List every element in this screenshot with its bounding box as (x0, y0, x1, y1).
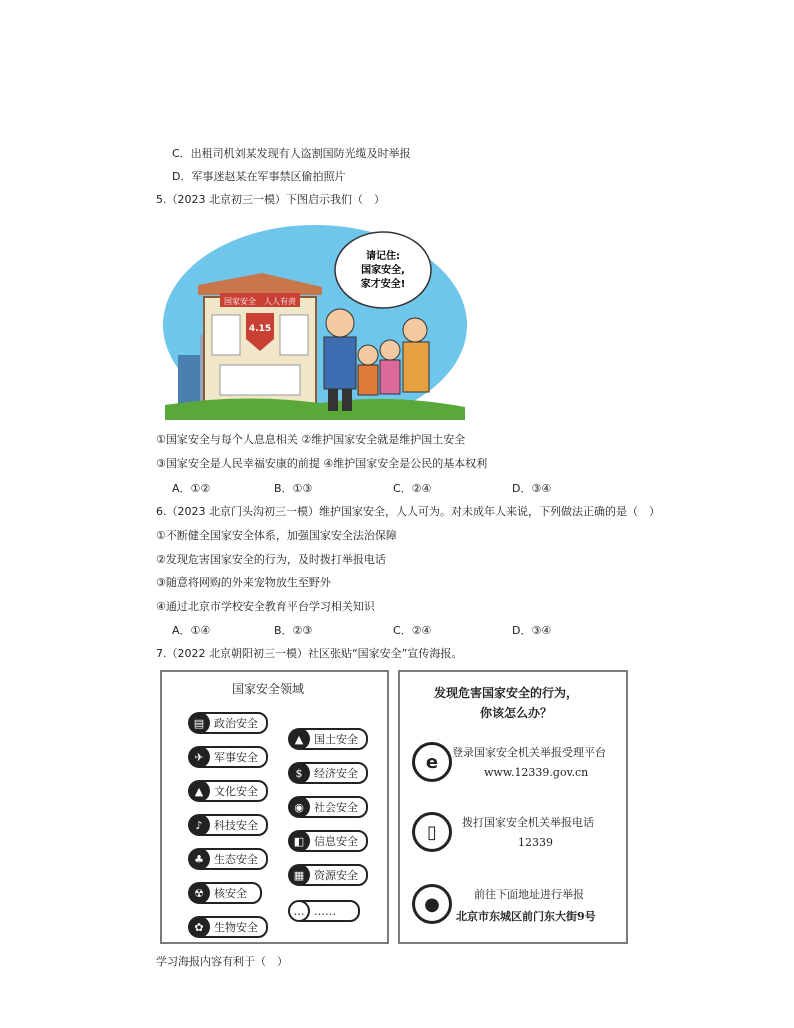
shield-icon: ◧ (288, 830, 310, 852)
q5-choice-a: A．①② (172, 482, 211, 495)
graduation-cap-icon: ▲ (188, 780, 210, 802)
q4-option-d: D．军事迷赵某在军事禁区偷拍照片 (172, 170, 346, 183)
report-online-text: 登录国家安全机关举报受理平台 (452, 746, 606, 759)
q5-statement-1: ①国家安全与每个人息息相关 ②维护国家安全就是维护国土安全 (156, 433, 466, 446)
q6-stem: 6.（2023 北京门头沟初三一模）维护国家安全，人人可为。对未成年人来说，下列做法正确的是（ ） (156, 505, 660, 518)
board-title: 国家安全 人人有责 (224, 297, 296, 306)
domain-biology: ✿ 生物安全 (192, 916, 268, 938)
q5-choice-d: D．③④ (512, 482, 552, 495)
chat-bubble-icon: … (288, 900, 310, 922)
report-phone-text: 拨打国家安全机关举报电话 (462, 816, 594, 829)
q7-stem: 7.（2022 北京朝阳初三一模）社区张贴“国家安全”宣传海报。 (156, 647, 463, 660)
q5-choice-b: B．①③ (274, 482, 313, 495)
domain-information: ◧ 信息安全 (292, 830, 368, 852)
national-security-cartoon (160, 215, 470, 420)
domain-ecology: ♣ 生态安全 (192, 848, 268, 870)
domain-military: ✈ 军事安全 (192, 746, 268, 768)
book-icon: ▤ (188, 712, 210, 734)
report-address: 北京市东城区前门东大街9号 (456, 910, 596, 923)
domain-nuclear: ☢ 核安全 (192, 882, 262, 904)
q6-choice-b: B．②③ (274, 624, 313, 637)
signal-icon: ◉ (288, 796, 310, 818)
report-guide-panel (398, 670, 628, 944)
domain-technology: ♪ 科技安全 (192, 814, 268, 836)
money-bag-icon: $ (288, 762, 310, 784)
domain-resources: ▦ 资源安全 (292, 864, 368, 886)
security-domains-panel (160, 670, 389, 944)
q5-statement-2: ③国家安全是人民幸福安康的前提 ④维护国家安全是公民的基本权利 (156, 457, 488, 470)
q5-choice-c: C．②④ (393, 482, 432, 495)
report-guide-title-2: 你该怎么办？ (480, 706, 553, 720)
browser-icon: e (412, 742, 452, 782)
radiation-icon: ☢ (188, 882, 210, 904)
grid-icon: ▦ (288, 864, 310, 886)
plane-icon: ✈ (188, 746, 210, 768)
report-guide-title-1: 发现危害国家安全的行为， (434, 686, 579, 700)
gear-icon: ✿ (188, 916, 210, 938)
domain-politics: ▤ 政治安全 (192, 712, 268, 734)
q5-stem: 5.（2023 北京初三一模）下图启示我们（ ） (156, 193, 385, 206)
q7-followup: 学习海报内容有利于（ ） (156, 955, 288, 968)
speech-line-3: 家才安全! (360, 279, 406, 290)
q6-statement-1: ①不断健全国家安全体系，加强国家安全法治保障 (156, 529, 397, 542)
q6-choice-c: C．②④ (393, 624, 432, 637)
security-domains-title: 国家安全领域 (232, 682, 305, 696)
phone-icon: ▯ (412, 812, 452, 852)
report-online-url: www.12339.gov.cn (484, 766, 589, 779)
tree-icon: ♣ (188, 848, 210, 870)
report-address-text: 前往下面地址进行举报 (474, 888, 584, 901)
q6-choice-d: D．③④ (512, 624, 552, 637)
badge-text: 4.15 (248, 324, 272, 334)
q6-statement-4: ④通过北京市学校安全教育平台学习相关知识 (156, 600, 375, 613)
report-phone-number: 12339 (518, 836, 553, 849)
q6-statement-2: ②发现危害国家安全的行为，及时拨打举报电话 (156, 553, 386, 566)
q6-statement-3: ③随意将网购的外来宠物放生至野外 (156, 576, 331, 589)
q6-choice-a: A．①④ (172, 624, 211, 637)
domain-culture: ▲ 文化安全 (192, 780, 268, 802)
domain-economy: $ 经济安全 (292, 762, 368, 784)
domain-society: ◉ 社会安全 (292, 796, 368, 818)
speech-line-1: 请记住: (366, 251, 400, 262)
mountain-icon: ▲ (288, 728, 310, 750)
speech-line-2: 国家安全, (361, 265, 405, 276)
q4-option-c: C．出租司机刘某发现有人盗割国防光缆及时举报 (172, 147, 411, 160)
music-note-icon: ♪ (188, 814, 210, 836)
domain-more: … …… (292, 900, 360, 922)
domain-territory: ▲ 国土安全 (292, 728, 368, 750)
location-pin-icon: ● (412, 884, 452, 924)
